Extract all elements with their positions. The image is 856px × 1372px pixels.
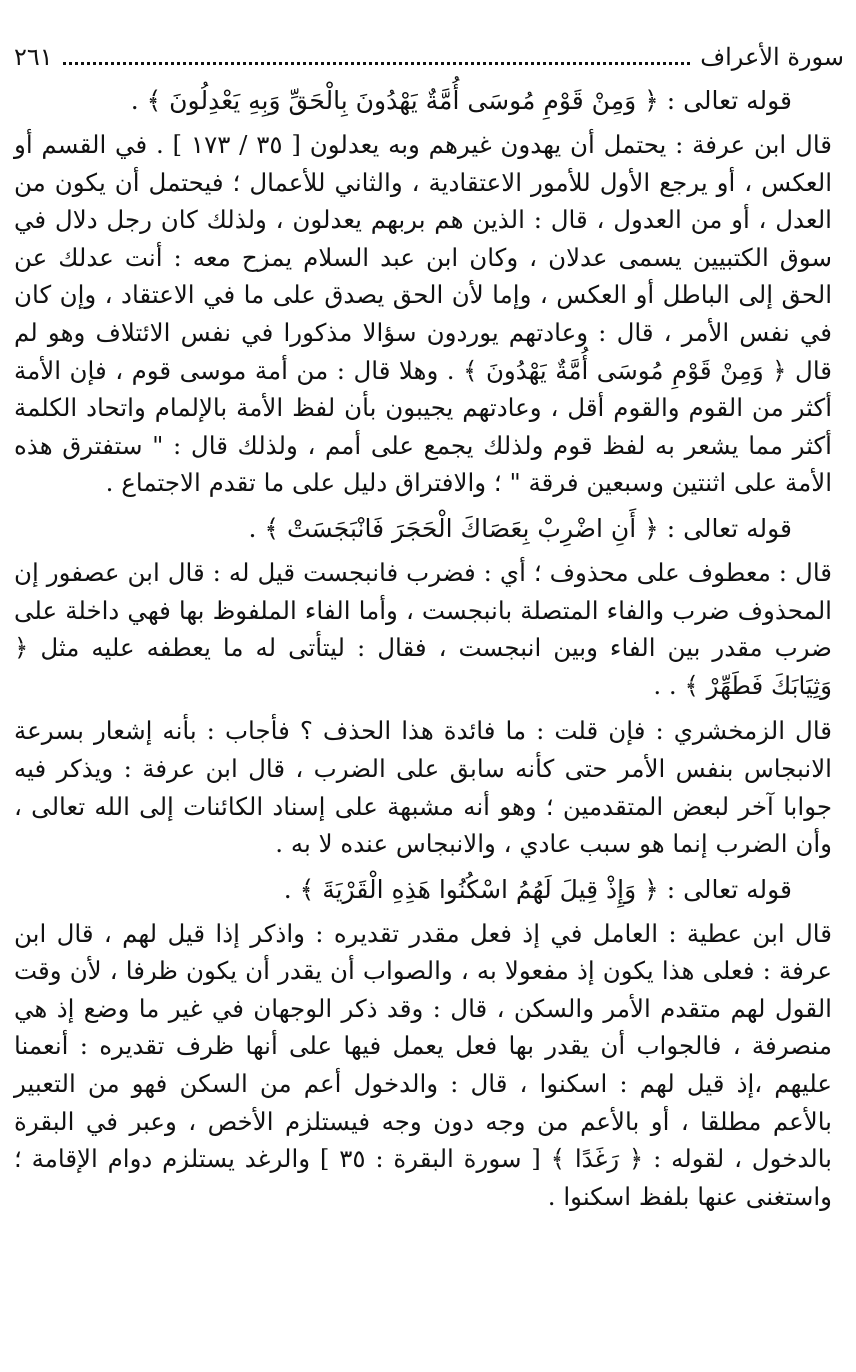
section-3	[14, 871, 844, 1216]
verse-heading: قوله تعالى : ﴿ وَإِذْ قِيلَ لَهُمُ اسْكُنُوا هَذِهِ الْقَرْيَةَ ﴾ .	[283, 874, 792, 904]
page-number: ٢٦١	[14, 43, 53, 71]
page-body	[14, 82, 844, 1223]
commentary-paragraph: قال ابن عرفة : يحتمل أن يهدون غيرهم وبه يعدلون [ ٣٥ / ١٧٣ ] . في القسم أو العكس ، أو يرجع الأول للأمور الاعتقادية ، والثاني للأعمال ؛ فيحتمل أن يكون من العدل ، أو من العدول ، قال : الذين هم بربهم يعدلون ، ولذلك كان رجل دلال في سوق الكتبيين يسمى عدلان ، وكان ابن عبد السلام يمزح معه : أنت عدلك عن الحق إلى الباطل أو العكس ، وإما لأن الحق يصدق على ما في الاعتقاد ، وإن كان في نفس الأمر ، قال : وعادتهم يوردون سؤالا مذكورا في نفس الائتلاف وهو لم قال ﴿ وَمِنْ قَوْمِ مُوسَى أُمَّةٌ يَهْدُونَ ﴾ . وهلا قال : من أمة موسى قوم ، فإن الأمة أكثر من القوم والقوم أقل ، وعادتهم يجيبون بأن لفظ الأمة بالإلمام واتحاد الكلمة أكثر مما يشعر به لفظ قوم ولذلك يجمع على أمم ، ولذلك قال : " ستفترق هذه الأمة على اثنتين وسبعين فرقة " ؛ والافتراق دليل على ما تقدم الاجتماع .	[14, 130, 832, 498]
section-2	[14, 510, 844, 863]
commentary-paragraph: قال الزمخشري : فإن قلت : ما فائدة هذا الحذف ؟ فأجاب : بأنه إشعار بسرعة الانبجاس بنفس الأمر حتى كأنه سابق على الضرب ، قال ابن عرفة : ويذكر فيه جوابا آخر لبعض المتقدمين ؛ وهو أنه مشبهة على إسناد الكائنات إلى الله تعالى ، وأن الضرب إنما هو سبب عادي ، والانبجاس عنده لا به .	[14, 716, 832, 859]
section-1	[14, 82, 844, 502]
commentary-paragraph: قال : معطوف على محذوف ؛ أي : فضرب فانبجست قيل له : قال ابن عصفور إن المحذوف ضرب والفاء المتصلة بانبجست ، وأما الفاء الملفوظ بها فهي داخلة على ضرب مقدر بين الفاء وبين انبجست ، فقال : ليتأتى له ما يعطفه عليه مثل ﴿ وَثِيَابَكَ فَطَهِّرْ ﴾ . .	[14, 557, 832, 700]
commentary-paragraph: قال ابن عطية : العامل في إذ فعل مقدر تقديره : واذكر إذا قيل لهم ، قال ابن عرفة : فعلى هذا يكون إذ مفعولا به ، والصواب أن يقدر أن يكون ظرفا ، لأن وقت القول لهم متقدم الأمر والسكن ، قال : وقد ذكر الوجهان في غير ما وضع إذ هي منصرفة ، فالجواب أن يقدر بها فعل يعمل فيها على أنها ظرف تقديره : أنعمنا عليهم ،إذ قيل لهم : اسكنوا ، قال : والدخول أعم من السكن فهو من التعبير بالأعم مطلقا ، أو بالأعم من وجه دون وجه فيستلزم الأخص ، وعبر في البقرة بالدخول ، لقوله : ﴿ رَغَدًا ﴾ [ سورة البقرة : ٣٥ ] والرغد يستلزم دوام الإقامة ؛ واستغنى عنها بلفظ اسكنوا .	[14, 918, 832, 1211]
verse-heading: قوله تعالى : ﴿ أَنِ اضْرِبْ بِعَصَاكَ الْحَجَرَ فَانْبَجَسَتْ ﴾ .	[248, 513, 792, 543]
header-dotted-leader	[63, 62, 691, 65]
verse-heading: قوله تعالى : ﴿ وَمِنْ قَوْمِ مُوسَى أُمَّةٌ يَهْدُونَ بِالْحَقِّ وَبِهِ يَعْدِلُونَ ﴾ .	[130, 86, 792, 115]
running-header	[14, 40, 844, 74]
surah-title: سورة الأعراف	[700, 43, 844, 71]
